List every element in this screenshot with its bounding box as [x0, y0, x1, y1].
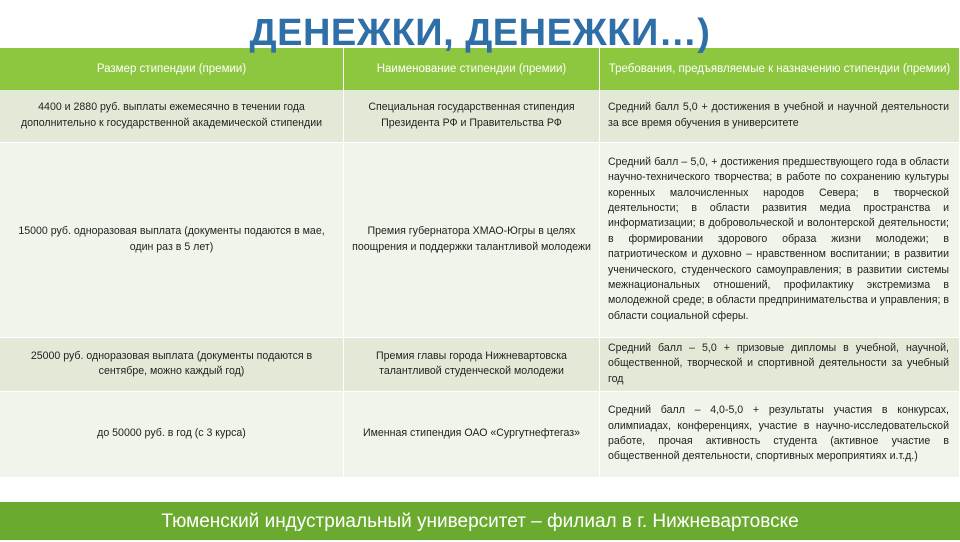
footer-banner [0, 502, 960, 540]
row-amount: 15000 руб. одноразовая выплата (документы подаются в мае, один раз в 5 лет) [0, 142, 344, 337]
table-row [0, 337, 960, 391]
row-name: Премия главы города Нижневартовска талантливой студенческой молодежи [344, 337, 600, 391]
row-requirements: Средний балл 5,0 + достижения в учебной и научной деятельности за все время обучения в университете [600, 90, 960, 142]
row-name: Премия губернатора ХМАО-Югры в целях поощрения и поддержки талантливой молодежи [344, 142, 600, 337]
row-requirements: Средний балл – 5,0 + призовые дипломы в учебной, научной, общественной, творческой и спортивной деятельности за учебный год [600, 337, 960, 391]
table-row [0, 90, 960, 142]
scholarship-table [0, 48, 960, 478]
header-requirements: Требования, предъявляемые к назначению стипендии (премии) [600, 48, 960, 90]
table-row [0, 391, 960, 477]
row-amount: 25000 руб. одноразовая выплата (документы подаются в сентябре, можно каждый год) [0, 337, 344, 391]
footer-text: Тюменский индустриальный университет – филиал в г. Нижневартовске [161, 511, 799, 532]
header-name: Наименование стипендии (премии) [344, 48, 600, 90]
row-name: Именная стипендия ОАО «Сургутнефтегаз» [344, 391, 600, 477]
table-header-row [0, 48, 960, 90]
page-title: ДЕНЕЖКИ, ДЕНЕЖКИ…) [249, 12, 711, 54]
row-name: Специальная государственная стипендия Президента РФ и Правительства РФ [344, 90, 600, 142]
row-requirements: Средний балл – 5,0, + достижения предшествующего года в области научно-технического творчества; в работе по сохранению культуры коренных малочисленных народов Севера; в творческой деятельности; в области развития медиа пространства и информатизации; в добровольческой и волонтерской деятельности; в формировании здорового образа жизни молодежи; в патриотическом и духовно – нравственном воспитании; в развитии ученического, студенческого самоуправления; в развитии системы межнациональных отношений, профилактику экстремизма в молодежной среде; в области предпринимательства и управления; в области социальной сферы. [600, 142, 960, 337]
row-amount: 4400 и 2880 руб. выплаты ежемесячно в течении года дополнительно к государственной академической стипендии [0, 90, 344, 142]
row-amount: до 50000 руб. в год (с 3 курса) [0, 391, 344, 477]
header-amount: Размер стипендии (премии) [0, 48, 344, 90]
table-row [0, 142, 960, 337]
row-requirements: Средний балл – 4,0-5,0 + результаты участия в конкурсах, олимпиадах, конференциях, участие в научно-исследовательской работе, прочая активность студента (активное участие в общественной деятельности, спортивных мероприятиях и.т.д.) [600, 391, 960, 477]
